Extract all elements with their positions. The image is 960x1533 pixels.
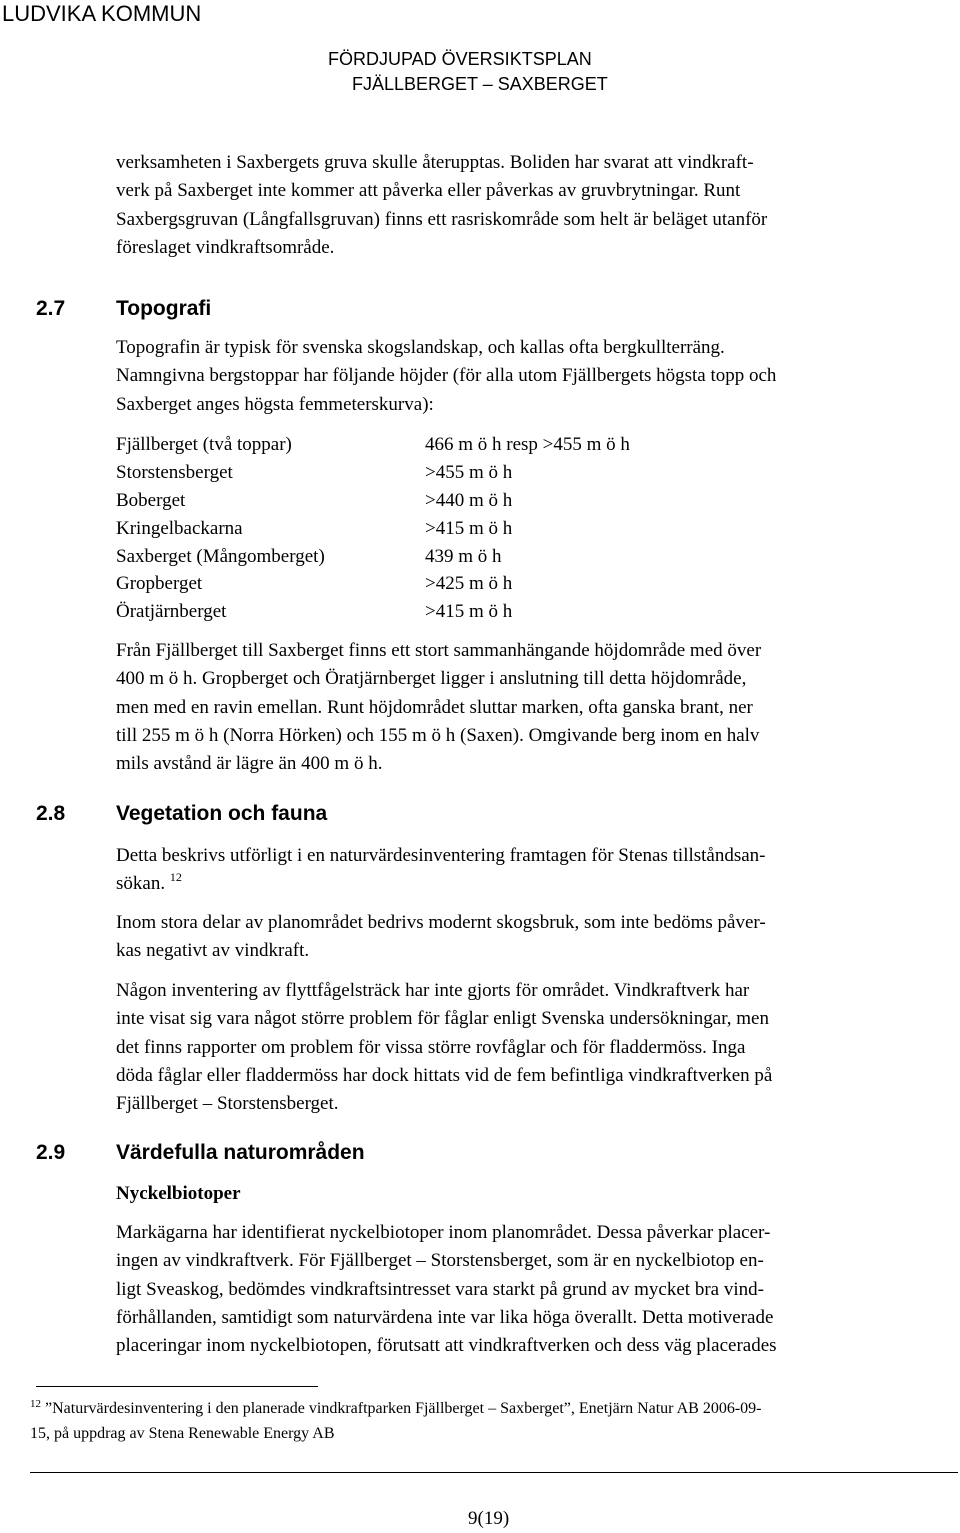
peak-height: >425 m ö h (425, 573, 513, 595)
footnote-divider (36, 1386, 318, 1387)
list-item (116, 459, 816, 487)
text-line: Markägarna har identifierat nyckelbiotoper inom planområdet. Dessa påverkar placer- (116, 1222, 771, 1243)
text-line: kas negativt av vindkraft. (116, 940, 310, 962)
footnote-line (30, 1397, 960, 1422)
peak-name: Saxberget (Mångomberget) (116, 545, 325, 567)
text-line: förhållanden, samtidigt som naturvärdena inte var lika höga överallt. Detta motiverade (116, 1306, 774, 1328)
document-title: FÖRDJUPAD ÖVERSIKTSPLAN (328, 49, 592, 69)
peak-height: >455 m ö h (425, 461, 513, 483)
peak-name: Boberget (116, 489, 186, 511)
peak-height: >415 m ö h (425, 601, 513, 623)
vegetation-paragraph-3 (116, 977, 946, 1118)
text-line: Namngivna bergstoppar har följande höjder (för alla utom Fjällbergets högsta topp och (116, 365, 777, 387)
intro-paragraph (116, 149, 946, 262)
text-line: ingen av vindkraftverk. För Fjällberget – Storstensberget, som är en nyckelbiotop en- (116, 1250, 764, 1272)
text-line: verksamheten i Saxbergets gruva skulle återupptas. Boliden har svarat att vindkraft- (116, 152, 754, 173)
text-line: till 255 m ö h (Norra Hörken) och 155 m ö h (Saxen). Omgivande berg inom en halv (116, 724, 760, 746)
section-number: 2.7 (36, 297, 66, 320)
vegetation-paragraph-2 (116, 909, 946, 966)
text-line: 400 m ö h. Gropberget och Öratjärnberget ligger i anslutning till detta höjdområde, (116, 668, 747, 690)
text-line: döda fåglar eller fladdermöss har dock hittats vid de fem befintliga vindkraftverken på (116, 1064, 773, 1086)
text-line: Fjällberget – Storstensberget. (116, 1093, 339, 1115)
footnote-number: 12 (30, 1398, 41, 1410)
list-item (116, 431, 816, 459)
peak-name: Storstensberget (116, 461, 233, 483)
peak-height: >440 m ö h (425, 489, 513, 511)
text-line (116, 870, 946, 899)
text-line: mils avstånd är lägre än 400 m ö h. (116, 753, 383, 775)
text-line: det finns rapporter om problem för vissa större rovfåglar och för fladdermöss. Inga (116, 1036, 746, 1058)
text-line: Detta beskrivs utförligt i en naturvärdesinventering framtagen för Stenas tillståndsan- (116, 845, 766, 866)
section-title: Vegetation och fauna (116, 802, 328, 825)
peak-heights-list (116, 431, 816, 626)
nyckelbiotoper-paragraph (116, 1219, 946, 1360)
text-line: verk på Saxberget inte kommer att påverka eller påverkas av gruvbrytningar. Runt (116, 180, 741, 202)
text-line: Från Fjällberget till Saxberget finns ett stort sammanhängande höjdområde med över (116, 640, 762, 661)
page-number: 9(19) (468, 1508, 510, 1529)
organization-name: LUDVIKA KOMMUN (2, 1, 202, 26)
list-item (116, 515, 816, 543)
section-title: Topografi (116, 297, 212, 320)
text-line: men med en ravin emellan. Runt höjdområdet sluttar marken, ofta ganska brant, ner (116, 696, 753, 718)
text-line: inte visat sig vara något större problem för fåglar enligt Svenska undersökningar, men (116, 1008, 769, 1030)
peak-name: Fjällberget (två toppar) (116, 434, 292, 455)
vegetation-paragraph-1 (116, 842, 946, 900)
peak-name: Gropberget (116, 573, 203, 595)
topografi-paragraph-1 (116, 334, 946, 419)
text-fragment: sökan. (116, 873, 166, 895)
peak-height: 466 m ö h resp >455 m ö h (425, 434, 630, 455)
section-number: 2.9 (36, 1141, 66, 1164)
subheading-nyckelbiotoper: Nyckelbiotoper (116, 1183, 241, 1204)
text-line: ligt Sveaskog, bedömdes vindkraftsintresset vara starkt på grund av mycket bra vind- (116, 1278, 764, 1300)
peak-name: Kringelbackarna (116, 517, 243, 539)
list-item (116, 570, 816, 598)
text-line: Någon inventering av flyttfågelsträck har inte gjorts för området. Vindkraftverk har (116, 980, 750, 1001)
peak-name: Öratjärnberget (116, 601, 227, 623)
text-line: föreslaget vindkraftsområde. (116, 236, 335, 258)
text-line: Topografin är typisk för svenska skogslandskap, och kallas ofta bergkullterräng. (116, 337, 725, 358)
peak-height: >415 m ö h (425, 517, 513, 539)
text-line: Saxbergsgruvan (Långfallsgruvan) finns ett rasriskområde som helt är beläget utanför (116, 208, 768, 230)
list-item (116, 543, 816, 571)
footnote-text: ”Naturvärdesinventering i den planerade vindkraftparken Fjällberget – Saxberget”, Enetjärn Natur AB 2006-09- (45, 1400, 762, 1417)
section-title: Värdefulla naturområden (116, 1141, 365, 1164)
footnote (30, 1397, 960, 1446)
topografi-paragraph-2 (116, 637, 946, 778)
footnote-line: 15, på uppdrag av Stena Renewable Energy AB (30, 1425, 335, 1442)
list-item (116, 598, 816, 626)
text-line: Saxberget anges högsta femmeterskurva): (116, 393, 434, 415)
section-number: 2.8 (36, 802, 66, 825)
footnote-reference[interactable]: 12 (169, 870, 182, 885)
page-footer-divider (30, 1472, 958, 1473)
list-item (116, 487, 816, 515)
peak-height: 439 m ö h (425, 545, 502, 567)
document-subtitle: FJÄLLBERGET – SAXBERGET (352, 74, 608, 94)
text-line: Inom stora delar av planområdet bedrivs modernt skogsbruk, som inte bedöms påver- (116, 912, 766, 933)
text-line: placeringar inom nyckelbiotopen, förutsatt att vindkraftverken och dess väg placerades (116, 1335, 777, 1357)
